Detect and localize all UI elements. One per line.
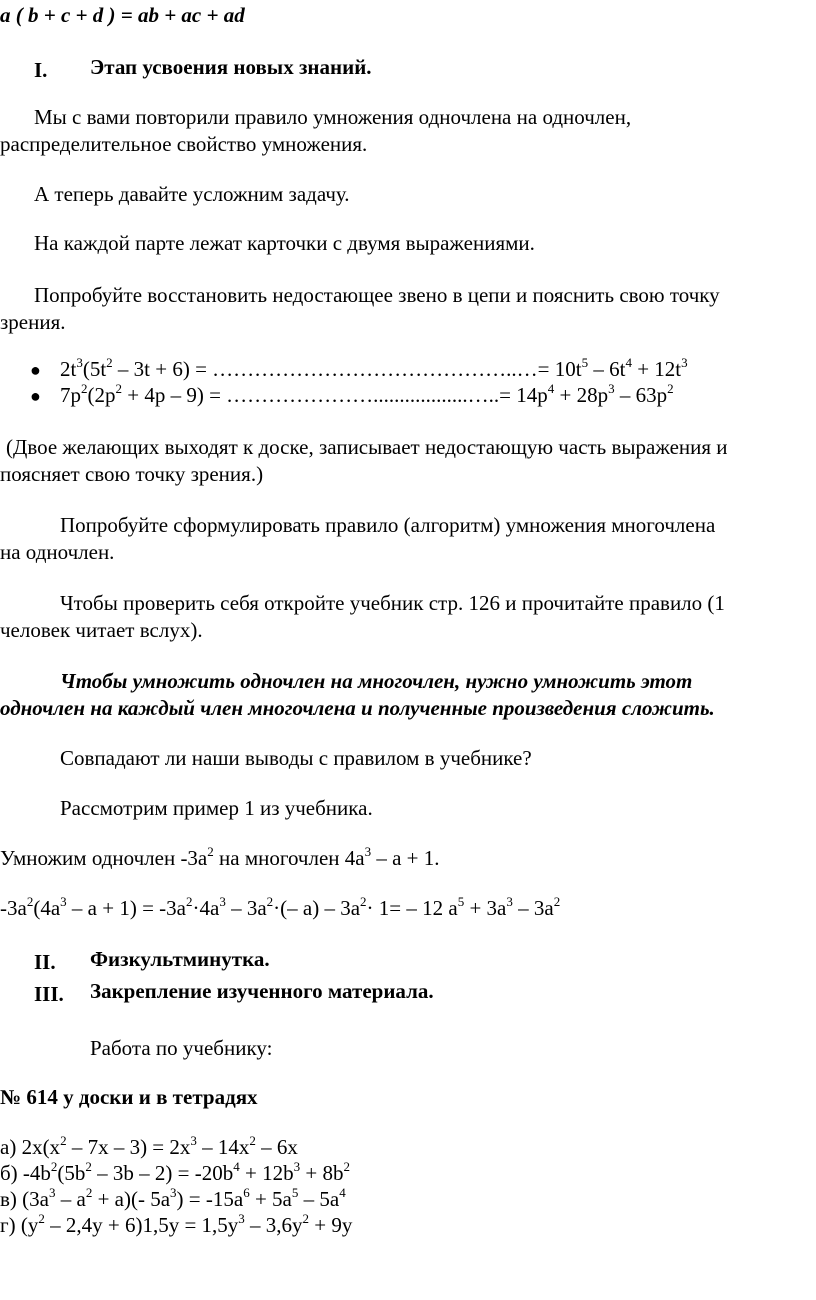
paragraph-line: зрения. (0, 310, 66, 334)
paragraph-line: На каждой парте лежат карточки с двумя выражениями. (34, 231, 535, 255)
paragraph-line: Чтобы проверить себя откройте учебник стр. 126 и прочитайте правило (1 (60, 591, 725, 615)
paragraph-line: А теперь давайте усложним задачу. (34, 182, 350, 206)
paragraph-line: распределительное свойство умножения. (0, 132, 368, 156)
formula-distributive: a ( b + c + d ) = ab + ac + ad (0, 3, 245, 27)
bullet-icon: ● (30, 360, 41, 380)
paragraph-line: человек читает вслух). (0, 618, 203, 642)
example-solution: $-3a^2(4a^3 - a + 1) = -3a^2\cdot 4a^3 - 3a^2\cdot(-$ $a) - 3a^2\cdot 1= - 12$ $a^5 + 3a^3 - 3a^2$ (0, 894, 561, 920)
section-title: Закрепление изученного материала. (90, 979, 434, 1003)
rule-text: одночлен на каждый член многочлена и полученные произведения сложить. (0, 696, 715, 720)
example-statement: Умножим одночлен $-3a^2$ на многочлен $4a^3 - a + 1$. (0, 844, 440, 870)
paragraph-line: (Двое желающих выходят к доске, записывает недостающую часть выражения и (6, 435, 728, 459)
paragraph-line: Совпадают ли наши выводы с правилом в учебнике? (60, 746, 532, 770)
paragraph-line: Рассмотрим пример 1 из учебника. (60, 796, 373, 820)
paragraph-line: Попробуйте сформулировать правило (алгоритм) умножения многочлена (60, 513, 716, 537)
paragraph-line: Работа по учебнику: (90, 1036, 273, 1060)
paragraph-line: поясняет свою точку зрения.) (0, 462, 264, 486)
bullet-icon: ● (30, 386, 41, 406)
task-item-v: в) $(3a^3 - a^2 + a)(-$ $5a^3) = -15a^6 + 5a^5 - 5a^4$ (0, 1185, 346, 1211)
paragraph-line: Попробуйте восстановить недостающее звено в цепи и пояснить свою точку (34, 283, 720, 307)
section-title: Физкультминутка. (90, 947, 270, 971)
section-title: Этап усвоения новых знаний. (90, 55, 372, 79)
task-item-b: б) $-4b^2(5b^2 - 3b - 2) = -20b^4 + 12b^3 + 8b^2$ (0, 1159, 350, 1185)
section-number: III. (34, 982, 64, 1006)
task-heading: № 614 у доски и в тетрадях (0, 1085, 258, 1109)
task-item-g: г) $(y^2 - 2,4y + 6)1,5y = 1,5y^3 - 3,6y^2 + 9y$ (0, 1211, 353, 1237)
paragraph-line: Мы с вами повторили правило умножения одночлена на одночлен, (34, 105, 632, 129)
section-number: I. (34, 58, 48, 82)
task-item-a: а) $2x(x^2 - 7x - 3) = 2x^3 - 14x^2 - 6x$ (0, 1133, 298, 1159)
rule-text: Чтобы умножить одночлен на многочлен, нужно умножить этот (60, 669, 693, 693)
card-expression: $2t^3(5t^2 - 3t + 6)$ = ……………………………………..…= $10t^5 - 6t^4 + 12t^3$ (60, 355, 688, 381)
card-expression: $7p^2(2p^2 + 4p - 9)$ = …………………..................…..= $14p^4 + 28p^3 - 63p^2$ (60, 381, 674, 407)
section-number: II. (34, 950, 56, 974)
paragraph-line: на одночлен. (0, 540, 115, 564)
